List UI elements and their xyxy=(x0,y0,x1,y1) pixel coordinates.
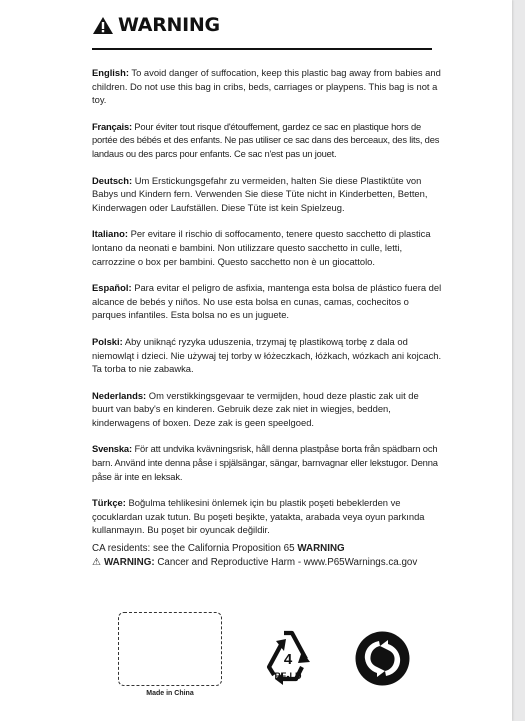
language-label: Nederlands: xyxy=(92,389,147,401)
green-dot-icon xyxy=(355,631,410,686)
warning-german xyxy=(92,174,442,215)
recycle-code: 4 xyxy=(283,651,293,668)
header-divider xyxy=(92,48,432,50)
prop65-notice xyxy=(92,542,452,570)
warning-turkish xyxy=(92,496,442,537)
warning-list xyxy=(92,66,442,537)
warning-text: För att undvika kvävningsrisk, håll denna plastpåse borta från spädbarn och barn. Använd inte denna påse i spjälsängar, sängar, barnvagnar eller lekstugor. Denna påse är inte en leksak. xyxy=(92,443,438,482)
warning-polish xyxy=(92,335,442,376)
warning-text: To avoid danger of suffocation, keep this plastic bag away from babies and children. Do not use this bag in cribs, beds, carriages or playpens. This bag is not a toy. xyxy=(92,67,441,106)
warning-spanish xyxy=(92,281,442,322)
language-label: English: xyxy=(92,67,129,78)
warning-text: Om verstikkingsgevaar te vermijden, houd deze plastic zak uit de buurt van baby's en kinderen. Gebruik deze zak niet in wiegjes, bedden, kinderwagens of boxen. Deze zak is geen speelgoed. xyxy=(92,389,419,428)
language-label: Français: xyxy=(92,120,132,132)
warning-triangle-icon xyxy=(92,16,114,35)
language-label: Español: xyxy=(92,282,132,294)
recycle-material-label: PE-LD xyxy=(274,671,302,681)
language-label: Polski: xyxy=(92,335,123,347)
warning-text: Pour éviter tout risque d'étouffement, gardez ce sac en plastique hors de portée des bébés et des enfants. Ne pas utiliser ce sac dans des berceaux, des lits, des landaus ou des parcs pour enfants. Ce sac n'est pas un jouet. xyxy=(92,120,440,159)
warning-header xyxy=(92,14,220,36)
language-label: Svenska: xyxy=(92,443,132,455)
prop65-line2 xyxy=(92,556,452,570)
warning-text: Per evitare il rischio di soffocamento, tenere questo sacchetto di plastica lontano da neonati e bambini. Non utilizzare questo sacchetto in culle, letti, carrozzine o box per bambini. Questo sacchetto non è un giocattolo. xyxy=(92,228,431,267)
language-label: Deutsch: xyxy=(92,174,133,186)
prop65-line1-text: CA residents: see the California Proposition 65 xyxy=(92,543,295,554)
prop65-line2-bold: WARNING: xyxy=(103,557,155,568)
warning-text: Boğulma tehlikesini önlemek için bu plastik poşeti bebeklerden ve çocuklardan uzak tutun. Bu poşeti beşikte, yatakta, arabada veya oyun parkında kullanmayın. Bu poşet bir oyuncak değildir. xyxy=(92,497,425,536)
made-in-label: Made in China xyxy=(146,690,194,697)
prop65-line2-text: Cancer and Reproductive Harm - www.P65Warnings.ca.gov xyxy=(157,557,418,568)
warning-english xyxy=(92,66,442,107)
recycling-triangle-icon xyxy=(262,627,314,693)
warning-dutch xyxy=(92,389,442,430)
language-label: Türkçe: xyxy=(92,497,126,509)
warning-text: Para evitar el peligro de asfixia, mantenga esta bolsa de plástico fuera del alcance de bebés y niños. No use esta bolsa en cunas, camas, cochecitos o parques infantiles. Esta bolsa no es un juguete. xyxy=(92,282,442,321)
prop65-line1-bold: WARNING xyxy=(297,543,345,554)
warning-text: Um Erstickungsgefahr zu vermeiden, halten Sie diese Plastiktüte von Babys und Kindern fern. Verwenden Sie diese Tüte nicht in Kinderbetten, Betten, Kinderwagen oder Laufställen. Diese Tüte ist kein Spielzeug. xyxy=(92,174,428,213)
caution-triangle-icon: ⚠ xyxy=(92,557,101,568)
prop65-line1 xyxy=(92,542,452,556)
language-label: Italiano: xyxy=(92,228,128,240)
warning-text: Aby uniknąć ryzyka uduszenia, trzymaj tę plastikową torbę z dala od niemowląt i dzieci. Nie używaj tej torby w łóżeczkach, łóżkach, wózkach ani kojcach. Ta torba to nie zabawka. xyxy=(92,335,442,375)
warning-title: WARNING xyxy=(118,14,220,36)
origin-label-placeholder xyxy=(118,612,222,686)
warning-french xyxy=(92,120,442,161)
warning-swedish xyxy=(92,442,442,483)
warning-italian xyxy=(92,227,442,268)
